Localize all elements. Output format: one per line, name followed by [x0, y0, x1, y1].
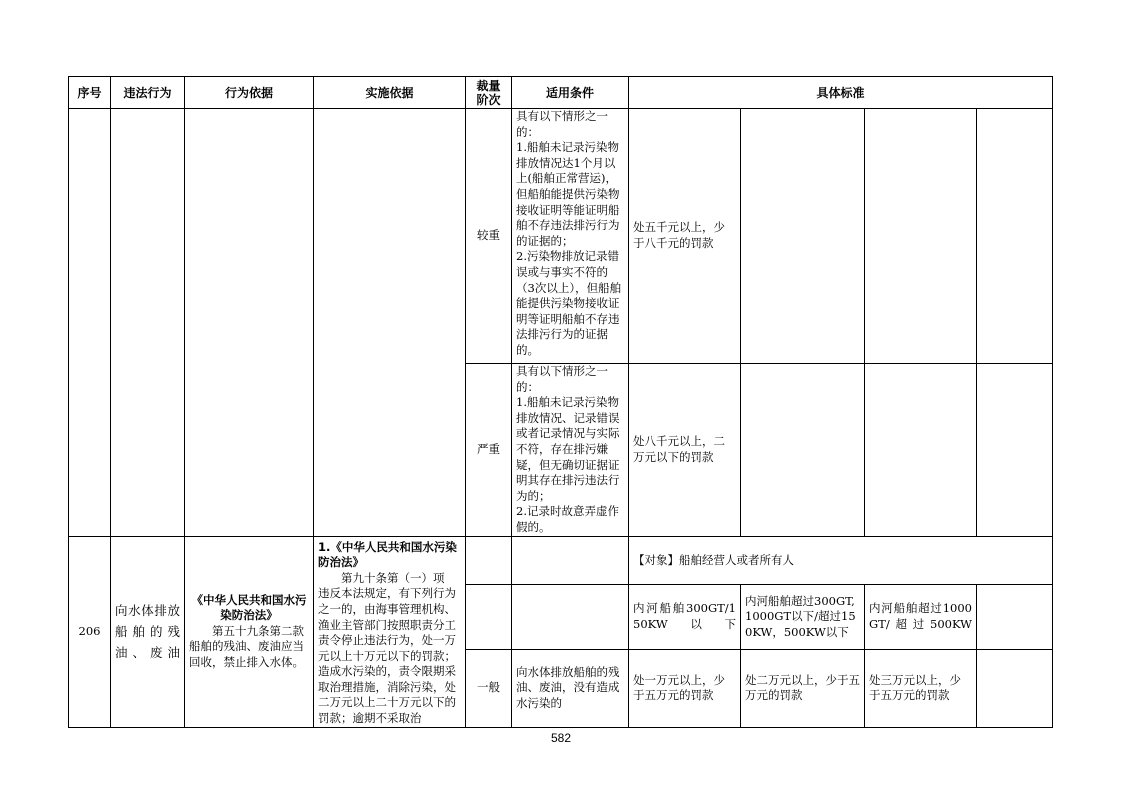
- standard-cell-empty: [977, 585, 1053, 649]
- header-standard: 具体标准: [629, 77, 1053, 109]
- header-condition: 适用条件: [512, 77, 629, 109]
- violation-cell: 向水体排放船舶的残油、废油: [111, 536, 185, 727]
- seq-cell: 206: [69, 536, 111, 727]
- standard-cell-empty: [977, 109, 1053, 364]
- standard-cell-empty: [865, 364, 977, 537]
- object-cell: 【对象】船舶经营人或者所有人: [629, 536, 1053, 585]
- standard-cell-empty: [741, 364, 865, 537]
- basis-law-text: 第五十九条第二款 船舶的残油、废油应当回收，禁止排入水体。: [189, 623, 316, 669]
- standard-cell-empty: [977, 649, 1053, 727]
- condition-cell-empty: [512, 585, 629, 649]
- tonnage-class-3: 内河船舶超过1000GT/超过500KW: [865, 585, 977, 649]
- condition-cell: 具有以下情形之一的： 1.船舶未记录污染物排放情况、记录错误或者记录情况与实际不符，存在排污嫌疑，但无确切证据证明其存在排污违法行为的； 2.记录时故意弄虚作假的。: [512, 364, 629, 537]
- header-discretion-level: 裁量 阶次: [466, 77, 512, 109]
- penalty-cell-2: 处二万元以上，少于五万元的罚款: [741, 649, 865, 727]
- impl-law-text: 第九十条第（一）项 违反本法规定，有下列行为之一的，由海事管理机构、渔业主管部门按照职责分工责令停止违法行为，处一万元以上十万元以下的罚款；造成水污染的，责令限期采取治理措施，消除污染，处二万元以上二十万元以下的罚款；逾期不采取治: [318, 570, 456, 726]
- standard-cell-empty: [977, 364, 1053, 537]
- condition-cell: 向水体排放船舶的残油、废油，没有造成水污染的: [512, 649, 629, 727]
- seq-cell-empty: [69, 109, 111, 537]
- basis-cell-empty: [185, 109, 314, 537]
- basis-law-title: 《中华人民共和国水污染防治法》: [191, 592, 307, 623]
- header-implementation: 实施依据: [314, 77, 466, 109]
- penalty-standards-table: [68, 76, 1053, 728]
- impl-law-title: 1.《中华人民共和国水污染防治法》: [318, 539, 457, 570]
- penalty-cell-1: 处一万元以上，少于五万元的罚款: [629, 649, 741, 727]
- violation-cell-empty: [111, 109, 185, 537]
- standard-cell: 处八千元以上，二万元以下的罚款: [629, 364, 741, 537]
- standard-cell: 处五千元以上，少于八千元的罚款: [629, 109, 741, 364]
- level-cell: 一般: [466, 649, 512, 727]
- condition-cell: 具有以下情形之一的： 1.船舶未记录污染物排放情况达1个月以上(船舶正常营运)，但船舶能提供污染物接收证明等能证明船舶不存违法排污行为的证据的； 2.污染物排放记录错误或与事实不符的（3次以上），但船舶能提供污染物接收证明等证明船舶不存违法排污行为的证据的。: [512, 109, 629, 364]
- header-basis: 行为依据: [185, 77, 314, 109]
- standard-cell-empty: [865, 109, 977, 364]
- header-row: [69, 77, 1053, 109]
- page-number: 582: [550, 731, 572, 745]
- level-cell: 较重: [466, 109, 512, 364]
- header-violation: 违法行为: [111, 77, 185, 109]
- penalty-cell-3: 处三万元以上，少于五万元的罚款: [865, 649, 977, 727]
- header-seq: 序号: [69, 77, 111, 109]
- standard-cell-empty: [741, 109, 865, 364]
- condition-cell-empty: [512, 536, 629, 585]
- level-cell-empty: [466, 536, 512, 585]
- level-cell-empty: [466, 585, 512, 649]
- tonnage-class-2: 内河船舶超过300GT,1000GT以下/超过150KW，500KW以下: [741, 585, 865, 649]
- tonnage-class-1: 内河船舶300GT/150KW以下: [629, 585, 741, 649]
- level-cell: 严重: [466, 364, 512, 537]
- table-row: [69, 536, 1053, 585]
- basis-cell: [185, 536, 314, 727]
- impl-cell-empty: [314, 109, 466, 537]
- impl-cell: [314, 536, 466, 727]
- table-row: [69, 109, 1053, 364]
